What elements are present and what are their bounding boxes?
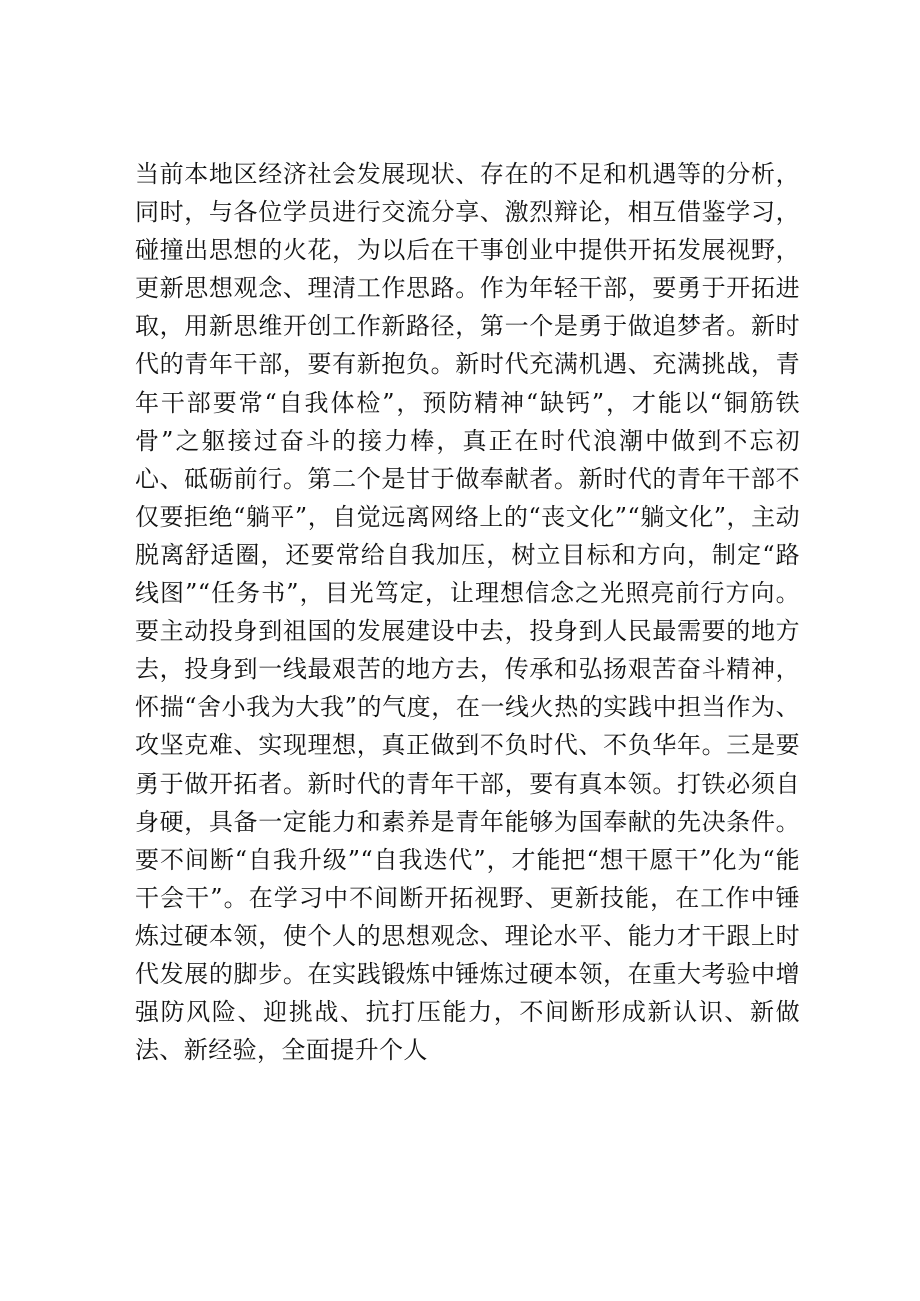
body-paragraph: 当前本地区经济社会发展现状、存在的不足和机遇等的分析，同时，与各位学员进行交流分享、激烈辩论，相互借鉴学习，碰撞出思想的火花，为以后在干事创业中提供开拓发展视野，更新思想观念、理清工作思路。作为年轻干部，要勇于开拓进取，用新思维开创工作新路径，第一个是勇于做追梦者。新时代的青年干部，要有新抱负。新时代充满机遇、充满挑战，青年干部要常“自我体检”，预防精神“缺钙”，才能以“铜筋铁骨”之躯接过奋斗的接力棒，真正在时代浪潮中做到不忘初心、砥砺前行。第二个是甘于做奉献者。新时代的青年干部不仅要拒绝“躺平”，自觉远离网络上的“丧文化”“躺文化”，主动脱离舒适圈，还要常给自我加压，树立目标和方向，制定“路线图”“任务书”，目光笃定，让理想信念之光照亮前行方向。要主动投身到祖国的发展建设中去，投身到人民最需要的地方去，投身到一线最艰苦的地方去，传承和弘扬艰苦奋斗精神，怀揣“舍小我为大我”的气度，在一线火热的实践中担当作为、攻坚克难、实现理想，真正做到不负时代、不负华年。三是要勇于做开拓者。新时代的青年干部，要有真本领。打铁必须自身硬，具备一定能力和素养是青年能够为国奉献的先决条件。要不间断“自我升级”“自我迭代”，才能把“想干愿干”化为“能干会干”。在学习中不间断开拓视野、更新技能，在工作中锤炼过硬本领，使个人的思想观念、理论水平、能力才干跟上时代发展的脚步。在实践锻炼中锤炼过硬本领，在重大考验中增强防风险、迎挑战、抗打压能力，不间断形成新认识、新做法、新经验，全面提升个人	[135, 160, 800, 1065]
